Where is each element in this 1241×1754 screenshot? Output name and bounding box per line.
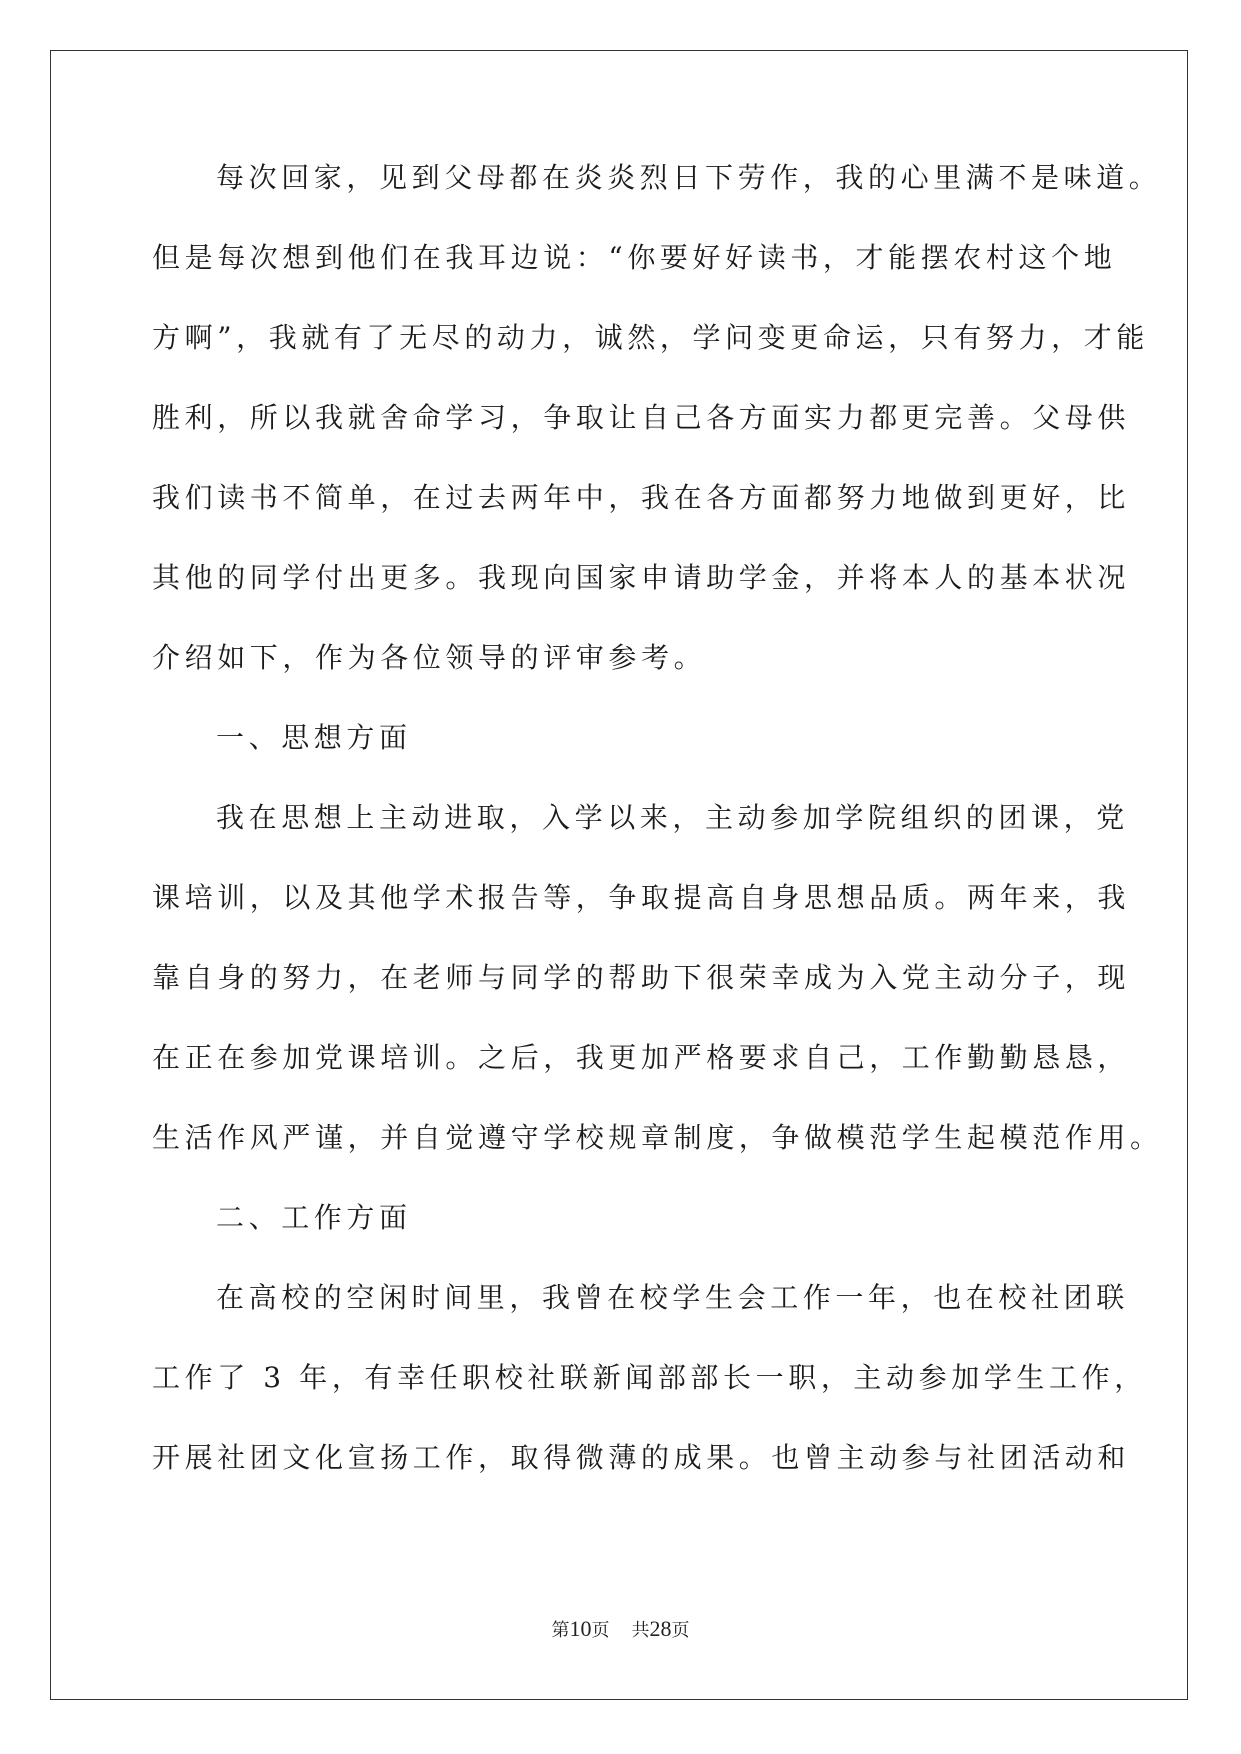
text-line: 开展社团文化宣扬工作，取得微薄的成果。也曾主动参与社团活动和 [152, 1441, 1131, 1474]
section-heading-work: 二、工作方面 [216, 1201, 412, 1234]
footer-page-current: 10 [569, 1616, 592, 1641]
text-line: 工作了 3 年，有幸任职校社联新闻部部长一职，主动参加学生工作， [152, 1361, 1147, 1394]
document-body [152, 158, 1163, 1518]
page-footer [0, 1617, 1241, 1643]
text-line: 其他的同学付出更多。我现向国家申请助学金，并将本人的基本状况 [152, 561, 1131, 594]
text-line: 靠自身的努力，在老师与同学的帮助下很荣幸成为入党主动分子，现 [152, 961, 1131, 994]
text-line: 介绍如下，作为各位领导的评审参考。 [152, 641, 707, 674]
footer-page-total: 28 [649, 1616, 672, 1641]
section-heading-thought: 一、思想方面 [216, 721, 412, 754]
text-line: 课培训，以及其他学术报告等，争取提高自身思想品质。两年来，我 [152, 881, 1131, 914]
text-line: 我在思想上主动进取，入学以来，主动参加学院组织的团课，党 [216, 801, 1129, 834]
text-line: 生活作风严谨，并自觉遵守学校规章制度，争做模范学生起模范作用。 [152, 1121, 1163, 1154]
footer-page-suffix: 页 [591, 1620, 610, 1641]
text-line: 在高校的空闲时间里，我曾在校学生会工作一年，也在校社团联 [216, 1281, 1129, 1314]
text-line: 但是每次想到他们在我耳边说：“你要好好读书，才能摆农村这个地 [152, 241, 1117, 274]
text-line: 在正在参加党课培训。之后，我更加严格要求自己，工作勤勤恳恳， [152, 1041, 1131, 1074]
text-line: 每次回家，见到父母都在炎炎烈日下劳作，我的心里满不是味道。 [216, 161, 1162, 194]
text-line: 胜利，所以我就舍命学习，争取让自己各方面实力都更完善。父母供 [152, 401, 1131, 434]
text-line: 我们读书不简单，在过去两年中，我在各方面都努力地做到更好，比 [152, 481, 1131, 514]
footer-page-prefix: 第 [551, 1620, 570, 1641]
footer-total-prefix: 共 [631, 1620, 650, 1641]
text-line: 方啊”，我就有了无尽的动力，诚然，学问变更命运，只有努力，才能 [152, 321, 1149, 354]
footer-total-suffix: 页 [671, 1620, 690, 1641]
